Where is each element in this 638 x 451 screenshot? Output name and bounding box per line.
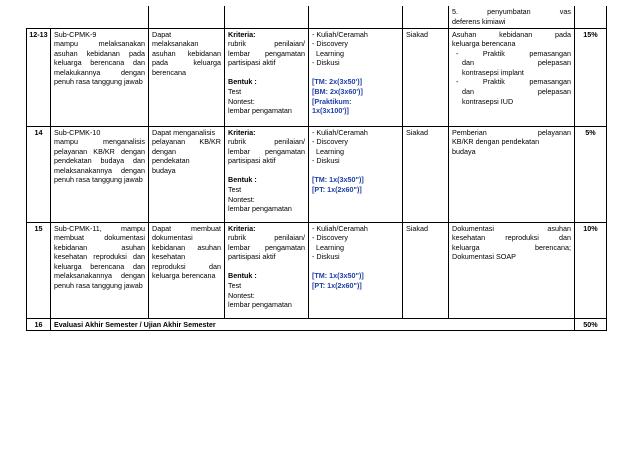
cell-line: penuh rasa tanggung jawab [54,281,143,291]
cell-line: [TM: 2x(3x50')] [312,77,363,87]
cell-line: reproduksi dan [152,261,221,271]
materi-cell [449,222,575,318]
table-row [27,28,607,126]
cell-line: [TM: 1x(3x50")] [312,175,364,185]
daring-cell: Siakad [403,126,449,222]
materi-line: deferens kimiawi [452,16,506,26]
cell-line: kesehatan reproduksi dan [452,233,571,243]
cell-line: lembar pengamatan [228,300,292,310]
empty-cell [51,6,149,28]
metode-cell [309,126,403,222]
table-row [27,222,607,318]
cell-line: Learning [316,242,344,252]
cell-line: - Diskusi [312,156,340,166]
cell-line: partisipasi aktif [228,156,276,166]
cell-line: lembar pengamatan [228,146,305,156]
cell-line: keluarga berencana dan [54,261,145,271]
cell-line: Sub-CPMK-9 [54,29,97,39]
cell-line: mampu melaksanakan [54,39,145,49]
cell-line: pelayanan KB/KR dengan [54,146,145,156]
kriteria-cell [225,126,309,222]
cell-line: Nontest: [228,194,255,204]
materi-line: 5. penyumbatan vas [452,7,571,16]
bobot-cell: 15% [575,28,607,126]
cell-line: melaksanakannya dengan [54,271,145,281]
cell-line: Test [228,281,242,291]
cell-line: Test [228,87,242,97]
cell-line: KB/KR dengan pendekatan [452,137,540,147]
cell-line: dokumentasi [152,233,193,243]
empty-cell [27,6,51,28]
sub-cpmk-cell [51,222,149,318]
cell-line: keluarga berencana [152,271,216,281]
cell-line: asuhan kebidanan [152,48,221,58]
cell-line: [TM: 1x(3x50")] [312,271,364,281]
indikator-cell [149,28,225,126]
empty-cell [403,6,449,28]
cell-line: lembar pengamatan [228,48,305,58]
cell-line: kontrasepsi IUD [462,96,514,106]
cell-line: melaksanakan [152,39,199,49]
indikator-cell [149,222,225,318]
cell-line: rubrik penilaian/ [228,233,305,243]
cell-line: rubrik penilaian/ [228,137,305,147]
cell-line: kontrasepsi implant [462,67,524,77]
empty-cell [225,6,309,28]
cell-line: Test [228,185,242,195]
cell-line: 1x(3x100')] [312,106,349,116]
bobot-cell: 10% [575,222,607,318]
cell-line: kebidanan asuhan [152,242,221,252]
cell-line: - Praktik pemasangan [456,77,571,87]
cell-line: pendekatan [152,156,190,166]
cell-line: Dapat menganalisis [152,127,216,137]
cell-line: Dokumentasi SOAP [452,252,516,262]
final-row-label: Evaluasi Akhir Semester / Ujian Akhir Semester [51,318,575,331]
cell-line: dan pelepasan [462,58,571,68]
cell-line: Nontest: [228,96,255,106]
cell-line: membuat dokumentasi [54,233,145,243]
empty-cell [309,6,403,28]
cell-line: Asuhan kebidanan pada [452,29,571,39]
cell-line: Dapat membuat [152,223,221,233]
cell-line: partisipasi aktif [228,58,276,68]
rps-table [26,6,607,331]
materi-cell [449,28,575,126]
cell-line: budaya [452,146,476,156]
kriteria-cell [225,28,309,126]
cell-line: [BM: 2x(3x60')] [312,87,363,97]
cell-line: berencana [152,67,186,77]
cell-line: - Diskusi [312,58,340,68]
kriteria-cell [225,222,309,318]
week-cell: 15 [27,222,51,318]
cell-line: Bentuk : [228,175,257,185]
sub-cpmk-cell [51,28,149,126]
cell-line: dengan [152,146,176,156]
week-cell: 12-13 [27,28,51,126]
sub-cpmk-cell [51,126,149,222]
cell-line: lembar pengamatan [228,242,305,252]
cell-line: kebidanan asuhan [54,242,145,252]
bobot-cell: 5% [575,126,607,222]
cell-line: [PT: 1x(2x60")] [312,281,362,291]
cell-line: Bentuk : [228,271,257,281]
cell-line: melaksanakannya dengan [54,165,145,175]
cell-line: kesehatan reproduksi dan [54,252,145,262]
cell-line: - Kuliah/Ceramah [312,29,368,39]
cell-line: keluarga berencana; [452,242,571,252]
cell-line: rubrik penilaian/ [228,39,305,49]
cell-line: Pemberian pelayanan [452,127,571,137]
cell-line: Kriteria: [228,29,256,39]
cell-line: - Discovery [312,39,348,49]
cell-line: mampu menganalisis [54,137,145,147]
indikator-cell [149,126,225,222]
cell-line: Dapat [152,29,172,39]
cell-line: - Discovery [312,137,348,147]
materi-cell [449,126,575,222]
cell-line: Dokumentasi asuhan [452,223,571,233]
cell-line: Kriteria: [228,223,256,233]
cell-line: Learning [316,146,344,156]
cell-line: asuhan kebidanan pada [54,48,145,58]
cell-line: - Praktik pemasangan [456,48,571,58]
week-cell: 16 [27,318,51,331]
materi-cell [449,6,575,28]
final-row [27,318,607,331]
daring-cell: Siakad [403,28,449,126]
cell-line: Sub-CPMK-11, mampu [54,223,145,233]
table-row [27,126,607,222]
cell-line: pada keluarga [152,58,221,68]
cell-line: [Praktikum: [312,96,352,106]
cell-line: - Kuliah/Ceramah [312,223,368,233]
cell-line: pendekatan budaya dan [54,156,145,166]
cell-line: - Diskusi [312,252,340,262]
cell-line: Bentuk : [228,77,257,87]
metode-cell [309,28,403,126]
cell-line: kesehatan [152,252,186,262]
cell-line: keluarga berencana dan [54,58,145,68]
cell-line: Nontest: [228,290,255,300]
cell-line: Kriteria: [228,127,256,137]
empty-cell [575,6,607,28]
cell-line: melakukannya dengan [54,67,145,77]
metode-cell [309,222,403,318]
cell-line: partisipasi aktif [228,252,276,262]
continuation-row [27,6,607,28]
cell-line: pelayanan KB/KR [152,137,221,147]
cell-line: lembar pengamatan [228,204,292,214]
cell-line: Sub-CPMK-10 [54,127,101,137]
cell-line: penuh rasa tanggung jawab [54,175,143,185]
bobot-cell: 50% [575,318,607,331]
cell-line: keluarga berencana [452,39,516,49]
cell-line: - Kuliah/Ceramah [312,127,368,137]
cell-line: penuh rasa tanggung jawab [54,77,143,87]
cell-line: [PT: 1x(2x60")] [312,185,362,195]
cell-line: dan pelepasan [462,87,571,97]
cell-line: budaya [152,165,176,175]
cell-line: Learning [316,48,344,58]
empty-cell [149,6,225,28]
week-cell: 14 [27,126,51,222]
cell-line: lembar pengamatan [228,106,292,116]
daring-cell: Siakad [403,222,449,318]
cell-line: - Discovery [312,233,348,243]
